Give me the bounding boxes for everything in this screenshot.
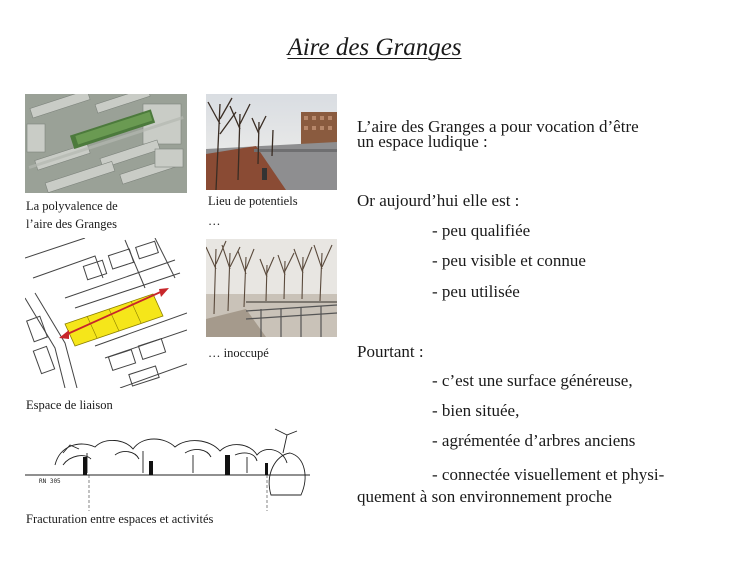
today-item-3: - peu utilisée bbox=[432, 282, 520, 301]
intro-line-2: un espace ludique : bbox=[357, 132, 488, 151]
aerial-caption-2: l’aire des Granges bbox=[26, 217, 117, 231]
sketch-caption: Fracturation entre espaces et activités bbox=[26, 512, 214, 526]
however-item-3: - agrémentée d’arbres anciens bbox=[432, 431, 636, 450]
park-photo bbox=[206, 239, 337, 337]
however-item-2: - bien située, bbox=[432, 401, 520, 420]
today-item-2: - peu visible et connue bbox=[432, 251, 586, 270]
aerial-photo bbox=[25, 94, 187, 193]
street-caption-1: Lieu de potentiels bbox=[208, 194, 298, 208]
today-heading: Or aujourd’hui elle est : bbox=[357, 191, 520, 210]
page-title: Aire des Granges bbox=[287, 34, 462, 61]
last-item-line-2: quement à son environnement proche bbox=[357, 487, 612, 506]
street-photo bbox=[206, 94, 337, 190]
intro-line-1: L’aire des Granges a pour vocation d’être bbox=[357, 117, 639, 136]
last-item-line-1: - connectée visuellement et physi- bbox=[432, 465, 665, 484]
however-heading: Pourtant : bbox=[357, 342, 424, 361]
map-caption: Espace de liaison bbox=[26, 398, 113, 412]
sketch-signature: RN 305 bbox=[39, 478, 61, 485]
site-map bbox=[25, 238, 187, 388]
aerial-caption-1: La polyvalence de bbox=[26, 199, 118, 213]
today-item-1: - peu qualifiée bbox=[432, 221, 531, 240]
street-sketch bbox=[25, 425, 310, 513]
however-item-1: - c’est une surface généreuse, bbox=[432, 371, 633, 390]
park-caption: … inoccupé bbox=[208, 346, 269, 360]
street-caption-2: … bbox=[208, 214, 221, 228]
